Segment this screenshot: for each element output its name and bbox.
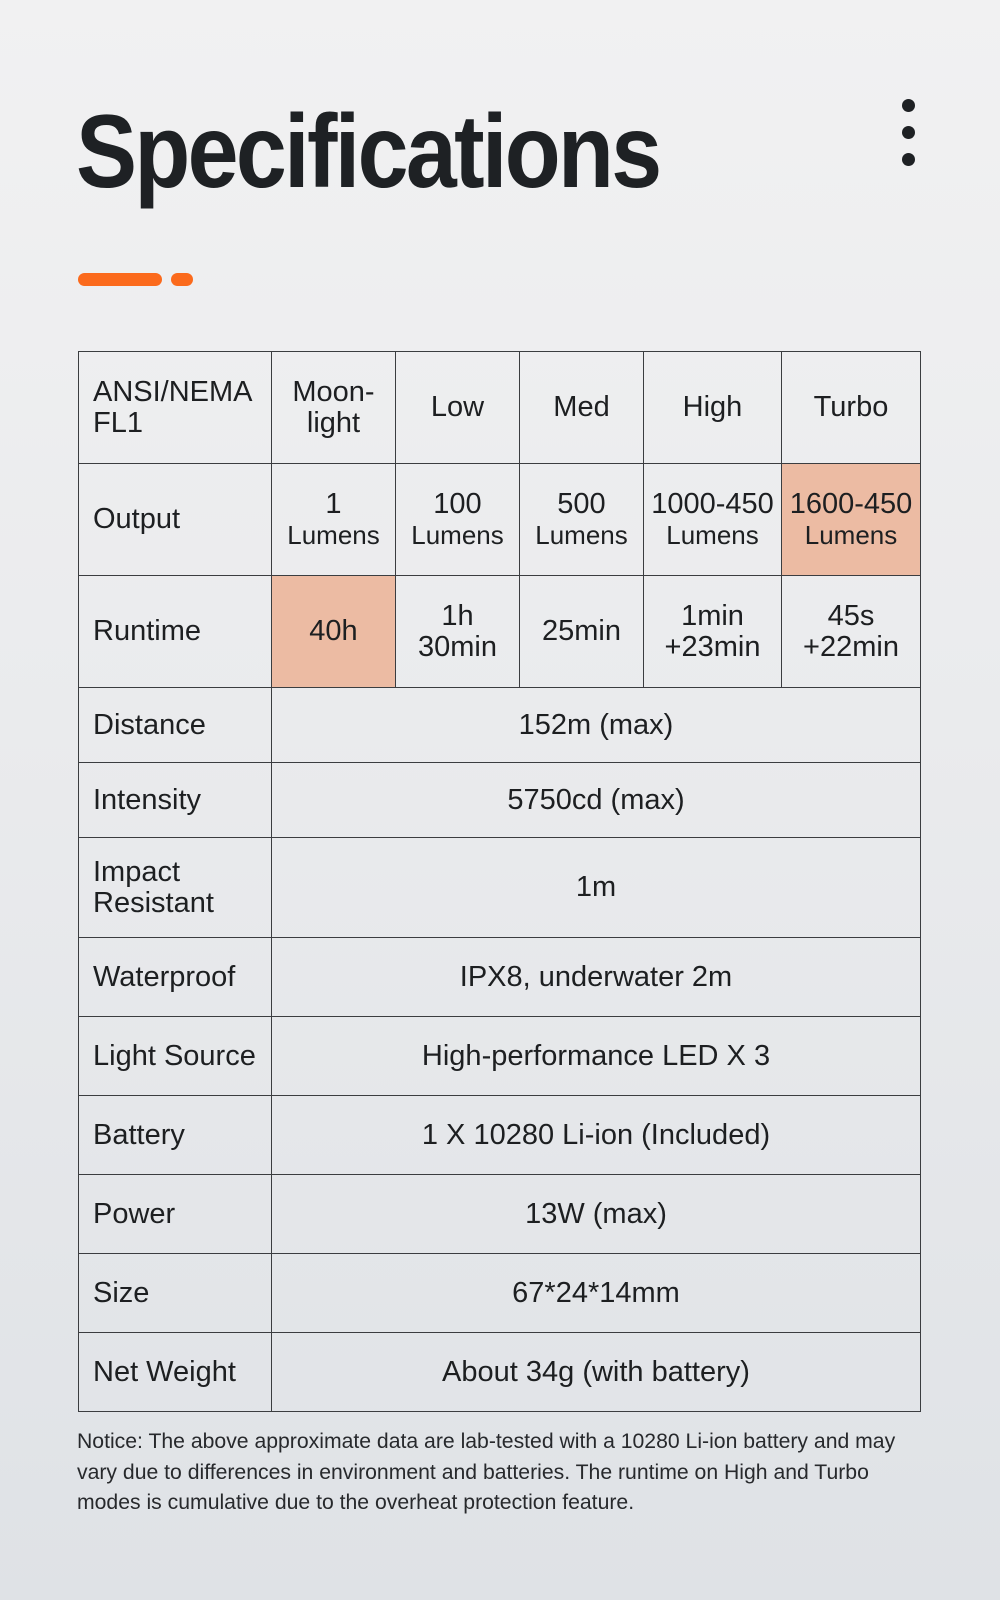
header-mode-line1: Moon- xyxy=(292,375,375,408)
waterproof-row xyxy=(79,938,921,1017)
spec-value: 152m (max) xyxy=(272,688,921,763)
output-cell-med xyxy=(520,464,644,576)
output-cell-moonlight xyxy=(272,464,396,576)
spec-label xyxy=(79,838,272,938)
output-cell-high xyxy=(644,464,782,576)
specifications-table xyxy=(78,351,921,1412)
spec-label: Power xyxy=(79,1175,272,1254)
runtime-cell-low xyxy=(396,576,520,688)
impact-resistant-row xyxy=(79,838,921,938)
header-standard-line2: FL1 xyxy=(93,406,143,439)
runtime-line1: 1h xyxy=(441,599,474,632)
more-vertical-icon[interactable] xyxy=(886,96,922,172)
spec-value: 5750cd (max) xyxy=(272,763,921,838)
spec-value: About 34g (with battery) xyxy=(272,1333,921,1412)
menu-dot xyxy=(902,153,915,166)
output-value: 1 xyxy=(325,487,342,520)
spec-label: Intensity xyxy=(79,763,272,838)
header-mode-line2: light xyxy=(306,406,361,439)
spec-label: Light Source xyxy=(79,1017,272,1096)
header-standard-line1: ANSI/NEMA xyxy=(93,375,253,408)
size-row xyxy=(79,1254,921,1333)
header-mode-high: High xyxy=(644,352,782,464)
distance-row xyxy=(79,688,921,763)
header-mode-low: Low xyxy=(396,352,520,464)
runtime-row xyxy=(79,576,921,688)
output-cell-turbo-highlighted xyxy=(782,464,921,576)
output-unit: Lumens xyxy=(535,519,628,550)
output-row xyxy=(79,464,921,576)
power-row xyxy=(79,1175,921,1254)
accent-dot xyxy=(171,273,193,286)
net-weight-row xyxy=(79,1333,921,1412)
spec-value: IPX8, underwater 2m xyxy=(272,938,921,1017)
page-title: Specifications xyxy=(76,94,660,210)
header-mode-turbo: Turbo xyxy=(782,352,921,464)
spec-label: Waterproof xyxy=(79,938,272,1017)
table-header-row xyxy=(79,352,921,464)
runtime-line2: +23min xyxy=(664,630,761,663)
spec-value: 13W (max) xyxy=(272,1175,921,1254)
output-value: 100 xyxy=(433,487,482,520)
output-unit: Lumens xyxy=(287,519,380,550)
spec-value: 1 X 10280 Li-ion (Included) xyxy=(272,1096,921,1175)
spec-value: High-performance LED X 3 xyxy=(272,1017,921,1096)
header-mode-moonlight xyxy=(272,352,396,464)
runtime-cell-turbo xyxy=(782,576,921,688)
menu-dot xyxy=(902,126,915,139)
runtime-label: Runtime xyxy=(79,576,272,688)
runtime-line1: 1min xyxy=(681,599,744,632)
spec-label-line1: Impact xyxy=(93,855,181,888)
runtime-cell-med: 25min xyxy=(520,576,644,688)
spec-label: Size xyxy=(79,1254,272,1333)
header-standard-cell xyxy=(79,352,272,464)
runtime-line2: 30min xyxy=(418,630,497,663)
runtime-line2: +22min xyxy=(803,630,899,663)
output-unit: Lumens xyxy=(666,519,759,550)
spec-value: 67*24*14mm xyxy=(272,1254,921,1333)
intensity-row xyxy=(79,763,921,838)
output-label: Output xyxy=(79,464,272,576)
notice-text: Notice: The above approximate data are lab-tested with a 10280 Li-ion battery and may vary due to differences in environment and batteries. The runtime on High and Turbo modes is cumulative due to the overheat protection feature. xyxy=(77,1430,896,1514)
runtime-cell-moonlight-highlighted: 40h xyxy=(272,576,396,688)
spec-label: Battery xyxy=(79,1096,272,1175)
spec-value: 1m xyxy=(272,838,921,938)
spec-label: Net Weight xyxy=(79,1333,272,1412)
output-value: 1000-450 xyxy=(651,487,774,520)
output-unit: Lumens xyxy=(804,519,898,550)
output-value: 500 xyxy=(557,487,606,520)
menu-dot xyxy=(902,99,915,112)
output-cell-low xyxy=(396,464,520,576)
spec-label: Distance xyxy=(79,688,272,763)
spec-label-line2: Resistant xyxy=(93,886,214,919)
output-value: 1600-450 xyxy=(789,487,913,520)
battery-row xyxy=(79,1096,921,1175)
light-source-row xyxy=(79,1017,921,1096)
accent-bar xyxy=(78,273,162,286)
runtime-cell-high xyxy=(644,576,782,688)
header-mode-med: Med xyxy=(520,352,644,464)
runtime-line1: 45s xyxy=(827,599,875,632)
output-unit: Lumens xyxy=(411,519,504,550)
